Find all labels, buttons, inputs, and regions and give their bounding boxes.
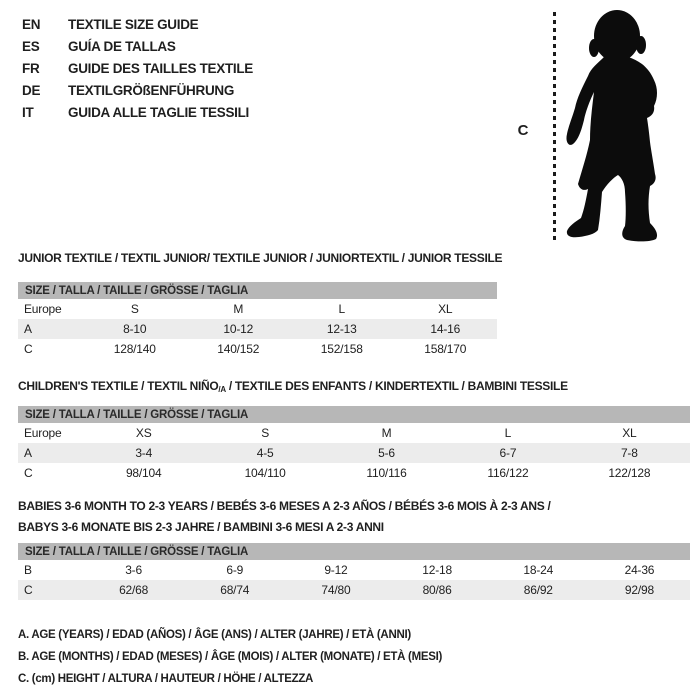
size-header-bar: SIZE / TALLA / TAILLE / GRÖSSE / TAGLIA: [18, 406, 690, 423]
size-cell: S: [261, 426, 270, 440]
height-cell: 86/92: [523, 583, 553, 597]
size-cell: XS: [135, 426, 152, 440]
lang-row-it: [22, 101, 253, 123]
note-age-years: A. AGE (YEARS) / EDAD (AÑOS) / ÂGE (ANS) / ALTER (JAHRE) / ETÀ (ANNI): [18, 629, 411, 641]
title-part: / TEXTILE DES ENFANTS / KINDERTEXTIL / BAMBINI TESSILE: [225, 379, 568, 393]
size-cell: XL: [622, 426, 637, 440]
table-row-height: [18, 339, 497, 359]
lang-row-es: [22, 35, 253, 57]
babies-title-line1: BABIES 3-6 MONTH TO 2-3 YEARS / BEBÉS 3-6 MESES A 2-3 AÑOS / BÉBÉS 3-6 MOIS À 2-3 ANS /: [18, 499, 551, 513]
row-label: C: [24, 583, 33, 597]
table-row-height: [18, 463, 690, 483]
title-subscript: /A: [218, 385, 226, 394]
lang-code: ES: [22, 38, 40, 54]
height-cell: 128/140: [113, 342, 156, 356]
lang-row-fr: [22, 57, 253, 79]
table-row-height: [18, 580, 690, 600]
size-cell: XL: [438, 302, 453, 316]
height-cell: 68/74: [220, 583, 250, 597]
table-row-europe: [18, 423, 690, 443]
lang-row-en: [22, 13, 253, 35]
babies-table: [18, 543, 690, 600]
table-row-age: [18, 443, 690, 463]
height-cell: 98/104: [125, 466, 162, 480]
size-header-bar: SIZE / TALLA / TAILLE / GRÖSSE / TAGLIA: [18, 543, 690, 560]
height-cell: 158/170: [424, 342, 467, 356]
lang-code: EN: [22, 16, 41, 32]
size-cell: M: [233, 302, 244, 316]
height-cell: 116/122: [487, 466, 529, 480]
row-label: C: [24, 342, 33, 356]
size-cell: M: [381, 426, 392, 440]
age-cell: 6-7: [499, 446, 517, 460]
height-cell: 62/68: [119, 583, 149, 597]
lang-code: FR: [22, 60, 40, 76]
row-label: B: [24, 563, 32, 577]
row-label: C: [24, 466, 33, 480]
lang-title: TEXTILGRÖßENFÜHRUNG: [68, 82, 235, 98]
babies-table-title: [18, 496, 690, 538]
size-cell: L: [504, 426, 512, 440]
age-cell: 4-5: [256, 446, 274, 460]
note-age-months: B. AGE (MONTHS) / EDAD (MESES) / ÂGE (MOIS) / ALTER (MONATE) / ETÀ (MESI): [18, 651, 443, 663]
children-table: [18, 406, 690, 483]
months-cell: 3-6: [125, 563, 142, 577]
height-cell: 140/152: [217, 342, 260, 356]
months-cell: 6-9: [226, 563, 244, 577]
height-cell: 110/116: [366, 466, 407, 480]
months-cell: 24-36: [624, 563, 655, 577]
children-table-title: [18, 379, 690, 394]
row-label: Europe: [24, 426, 62, 440]
months-cell: 12-18: [422, 563, 452, 577]
table-row-age: [18, 319, 497, 339]
age-cell: 5-6: [378, 446, 395, 460]
lang-title: GUÍA DE TALLAS: [68, 38, 176, 54]
lang-code: IT: [22, 104, 34, 120]
row-label: A: [24, 322, 32, 336]
figure-area: [500, 0, 700, 250]
months-cell: 18-24: [523, 563, 554, 577]
size-header-bar: SIZE / TALLA / TAILLE / GRÖSSE / TAGLIA: [18, 282, 497, 299]
table-row-months: [18, 560, 690, 580]
toddler-silhouette-icon: [555, 0, 695, 247]
height-cell: 74/80: [321, 583, 351, 597]
lang-title: GUIDA ALLE TAGLIE TESSILI: [68, 104, 249, 120]
lang-row-de: [22, 79, 253, 101]
age-cell: 12-13: [326, 322, 357, 336]
age-cell: 8-10: [123, 322, 147, 336]
size-cell: S: [130, 302, 139, 316]
age-cell: 7-8: [620, 446, 638, 460]
table-row-europe: [18, 299, 497, 319]
row-label: Europe: [24, 302, 62, 316]
junior-textile-section: [18, 251, 503, 359]
babies-textile-section: [18, 496, 690, 600]
height-cell: 152/158: [320, 342, 363, 356]
lang-title: TEXTILE SIZE GUIDE: [68, 16, 199, 32]
age-cell: 3-4: [135, 446, 153, 460]
height-cell: 122/128: [608, 466, 651, 480]
months-cell: 9-12: [324, 563, 348, 577]
lang-title: GUIDE DES TAILLES TEXTILE: [68, 60, 254, 76]
note-height-cm: C. (cm) HEIGHT / ALTURA / HAUTEUR / HÖHE / ALTEZZA: [18, 673, 314, 685]
junior-table: [18, 282, 497, 359]
babies-title-line2: BABYS 3-6 MONATE BIS 2-3 JAHRE / BAMBINI 3-6 MESI A 2-3 ANNI: [18, 520, 384, 534]
children-textile-section: [18, 379, 690, 483]
junior-table-title: JUNIOR TEXTILE / TEXTIL JUNIOR/ TEXTILE JUNIOR / JUNIORTEXTIL / JUNIOR TESSILE: [18, 251, 503, 265]
lang-code: DE: [22, 82, 41, 98]
age-cell: 10-12: [223, 322, 254, 336]
height-cell: 92/98: [624, 583, 654, 597]
title-part: CHILDREN'S TEXTILE / TEXTIL NIÑO: [18, 379, 219, 393]
height-measure-label: C: [517, 122, 529, 139]
height-cell: 104/110: [244, 466, 286, 480]
legend-notes: [18, 629, 442, 695]
language-list: [22, 13, 253, 123]
age-cell: 14-16: [430, 322, 461, 336]
height-cell: 80/86: [422, 583, 452, 597]
row-label: A: [24, 446, 32, 460]
size-cell: L: [338, 302, 345, 316]
